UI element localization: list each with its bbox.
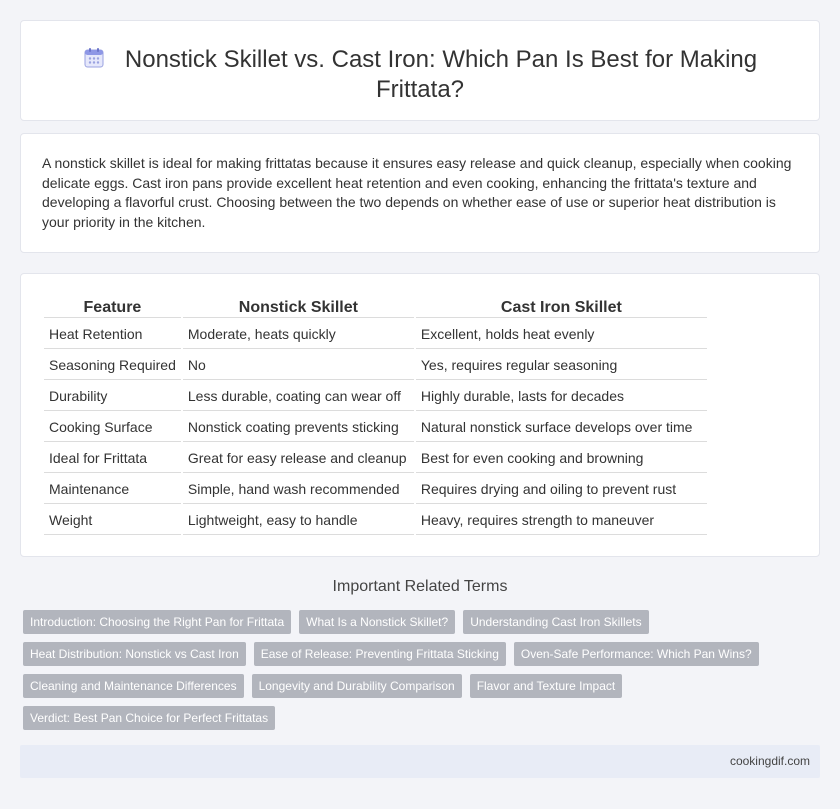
page-title-wrap [21,45,819,105]
nonstick-cell: Great for easy release and cleanup [183,444,414,473]
intro-card [20,133,820,253]
table-row [44,444,707,473]
feature-cell: Weight [44,506,181,535]
calendar-icon [83,47,105,69]
cast-iron-cell: Yes, requires regular seasoning [416,351,707,380]
feature-cell: Cooking Surface [44,413,181,442]
related-term-tag[interactable]: Understanding Cast Iron Skillets [463,610,648,634]
header-cast-iron: Cast Iron Skillet [416,296,707,318]
cast-iron-cell: Requires drying and oiling to prevent rust [416,475,707,504]
footer-site-link[interactable]: cookingdif.com [729,754,810,768]
nonstick-cell: No [183,351,414,380]
table-header-row [44,296,707,318]
comparison-table [42,294,709,537]
cast-iron-cell: Highly durable, lasts for decades [416,382,707,411]
related-term-tag[interactable]: Introduction: Choosing the Right Pan for Frittata [23,610,291,634]
related-term-tag[interactable]: Ease of Release: Preventing Frittata Sticking [254,642,506,666]
nonstick-cell: Lightweight, easy to handle [183,506,414,535]
feature-cell: Seasoning Required [44,351,181,380]
title-card [20,20,820,121]
related-term-tag[interactable]: Longevity and Durability Comparison [252,674,462,698]
related-term-tag[interactable]: Flavor and Texture Impact [470,674,623,698]
comparison-card [20,273,820,557]
nonstick-cell: Less durable, coating can wear off [183,382,414,411]
cast-iron-cell: Heavy, requires strength to maneuver [416,506,707,535]
feature-cell: Maintenance [44,475,181,504]
table-row [44,506,707,535]
table-row [44,382,707,411]
related-term-tag[interactable]: Heat Distribution: Nonstick vs Cast Iron [23,642,246,666]
table-row [44,413,707,442]
nonstick-cell: Simple, hand wash recommended [183,475,414,504]
nonstick-cell: Nonstick coating prevents sticking [183,413,414,442]
related-term-tag[interactable]: What Is a Nonstick Skillet? [299,610,455,634]
header-feature: Feature [44,296,181,318]
feature-cell: Durability [44,382,181,411]
cast-iron-cell: Natural nonstick surface develops over time [416,413,707,442]
related-term-tag[interactable]: Cleaning and Maintenance Differences [23,674,244,698]
nonstick-cell: Moderate, heats quickly [183,320,414,349]
cast-iron-cell: Best for even cooking and browning [416,444,707,473]
related-term-tag[interactable]: Oven-Safe Performance: Which Pan Wins? [514,642,759,666]
related-terms-title: Important Related Terms [332,578,508,595]
feature-cell: Heat Retention [44,320,181,349]
header-nonstick: Nonstick Skillet [183,296,414,318]
related-terms-list [23,610,783,730]
feature-cell: Ideal for Frittata [44,444,181,473]
page-title: Nonstick Skillet vs. Cast Iron: Which Pan Is Best for Making Frittata? [124,46,758,103]
footer [20,745,820,778]
table-row [44,351,707,380]
cast-iron-cell: Excellent, holds heat evenly [416,320,707,349]
table-row [44,320,707,349]
intro-paragraph: A nonstick skillet is ideal for making frittatas because it ensures easy release and quick cleanup, especially when cooking delicate eggs. Cast iron pans provide excellent heat retention and even cooking, enhancing the frittata's texture and developing a flavorful crust. Choosing between the two depends on whether ease of use or superior heat distribution is your priority in the kitchen. [42,155,792,230]
table-row [44,475,707,504]
related-term-tag[interactable]: Verdict: Best Pan Choice for Perfect Frittatas [23,706,275,730]
